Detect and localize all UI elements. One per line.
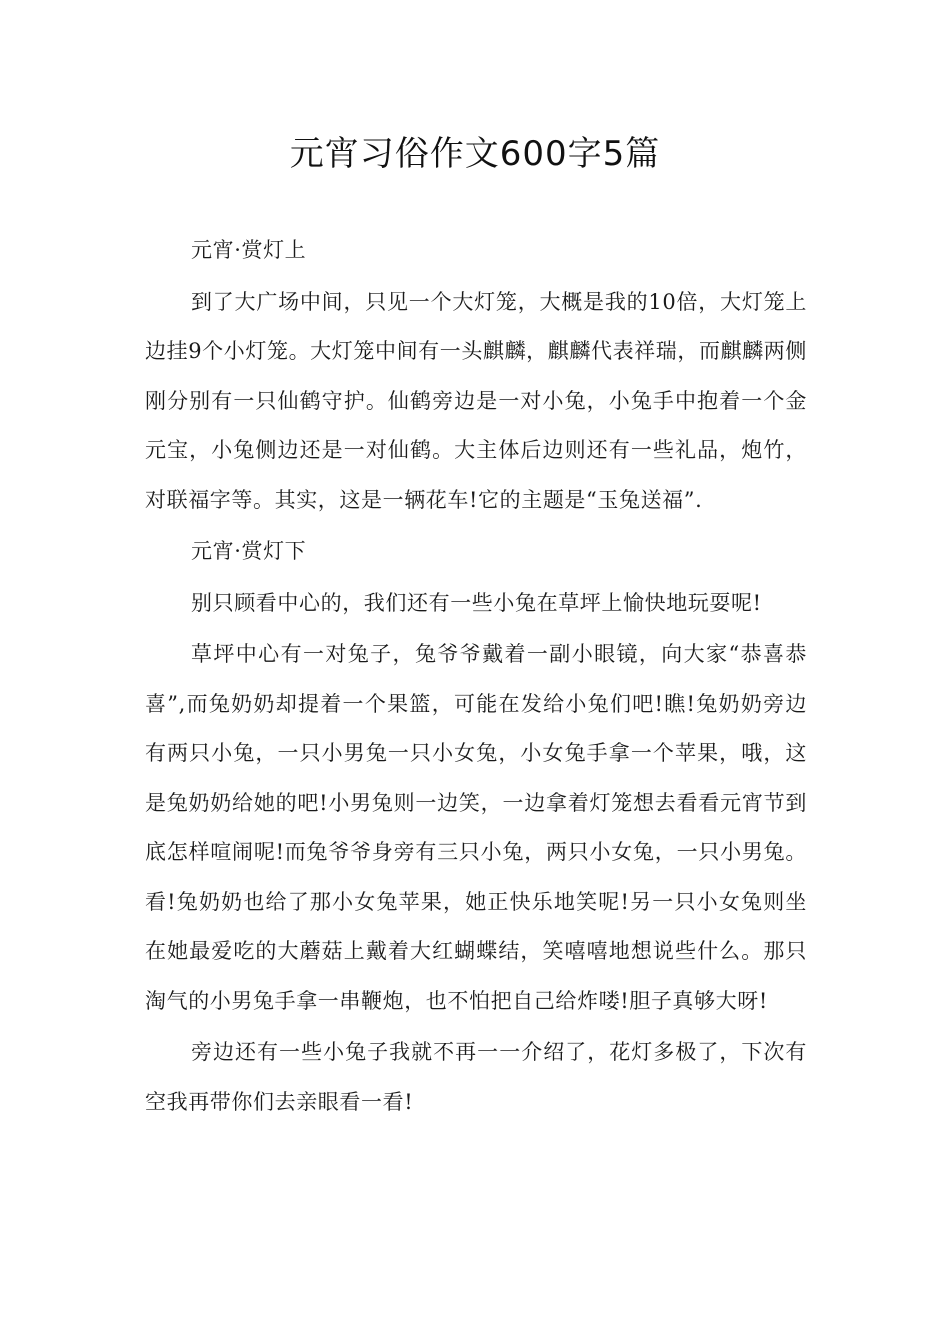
paragraph: 到了大广场中间，只见一个大灯笼，大概是我的10倍，大灯笼上边挂9个小灯笼。大灯笼中间有一头麒麟，麒麟代表祥瑞，而麒麟两侧刚分别有一只仙鹤守护。仙鹤旁边是一对小兔，小兔手中抱着一个金元宝，小兔侧边还是一对仙鹤。大主体后边则还有一些礼品，炮竹，对联福字等。其实，这是一辆花车!它的主题是“玉兔送福”.	[145, 289, 807, 512]
document-title: 元宵习俗作文600字5篇	[289, 134, 661, 174]
paragraph: 草坪中心有一对兔子，兔爷爷戴着一副小眼镜，向大家“恭喜恭喜”,而兔奶奶却提着一个果篮，可能在发给小兔们吧!瞧!兔奶奶旁边有两只小兔，一只小男兔一只小女兔，小女兔手拿一个苹果，哦，这是兔奶奶给她的吧!小男兔则一边笑，一边拿着灯笼想去看看元宵节到底怎样喧闹呢!而兔爷爷身旁有三只小兔，两只小女兔，一只小男兔。看!兔奶奶也给了那小女兔苹果，她正快乐地笑呢!另一只小女兔则坐在她最爱吃的大蘑菇上戴着大红蝴蝶结，笑嘻嘻地想说些什么。那只淘气的小男兔手拿一串鞭炮，也不怕把自己给炸喽!胆子真够大呀!	[145, 642, 807, 1013]
paragraph: 旁边还有一些小兔子我就不再一一介绍了，花灯多极了，下次有空我再带你们去亲眼看一看!	[145, 1040, 807, 1114]
document-body	[145, 226, 807, 1129]
section-heading: 元宵·赏灯下	[191, 539, 307, 563]
section-heading: 元宵·赏灯上	[191, 238, 307, 262]
paragraph: 别只顾看中心的，我们还有一些小兔在草坪上愉快地玩耍呢!	[191, 590, 762, 615]
